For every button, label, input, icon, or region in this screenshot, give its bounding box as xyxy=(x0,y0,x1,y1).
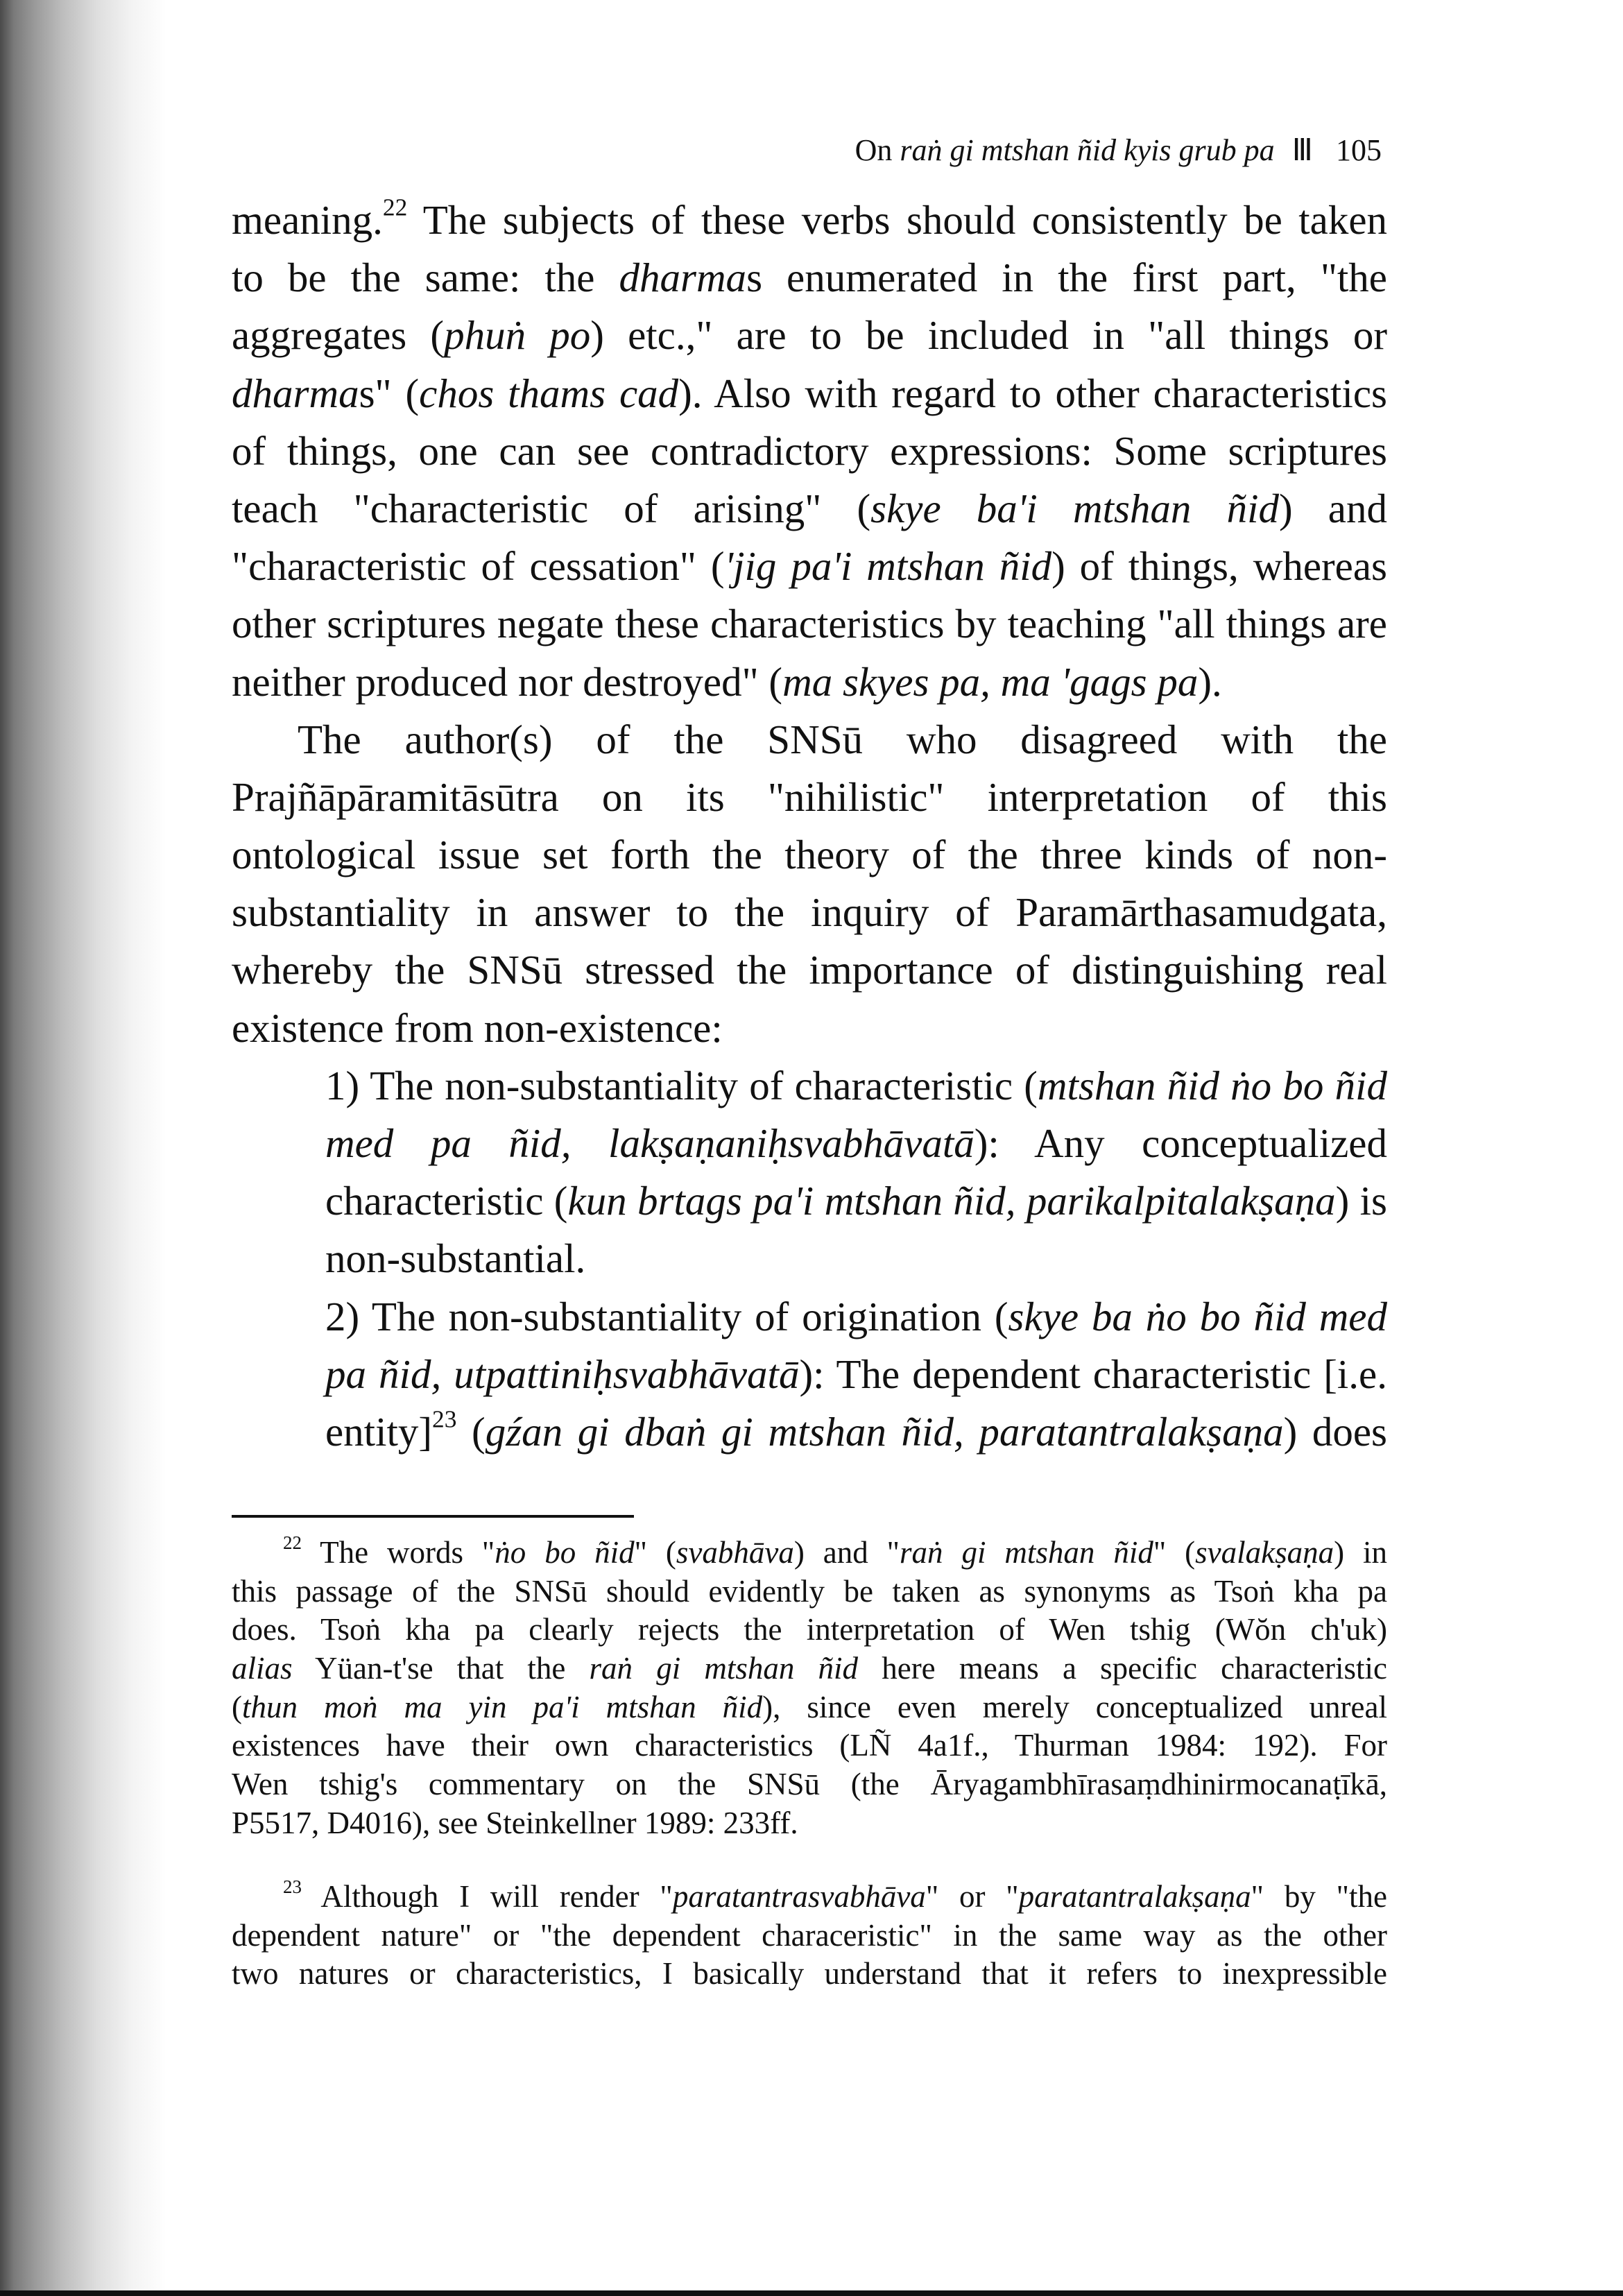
text-run: aggregates ( xyxy=(232,312,445,359)
italic-term: med pa ñid, lakṣaṇaniḥsvabhāvatā xyxy=(325,1120,974,1166)
text-run: non-substantial. xyxy=(325,1235,586,1282)
text-run: ontological issue set forth the theory of the three kinds of non- xyxy=(232,832,1387,878)
italic-term: svalakṣaṇa xyxy=(1195,1535,1334,1570)
text-line xyxy=(232,1172,1387,1230)
italic-term: alias xyxy=(232,1651,293,1686)
text-run: existences have their own characteristics (LÑ 4a1f., Thurman 1984: 192). For xyxy=(232,1728,1387,1763)
italic-term: raṅ gi mtshan ñid xyxy=(589,1651,859,1686)
text-line xyxy=(232,1688,1387,1727)
text-run: substantiality in answer to the inquiry of Paramārthasamudgata, xyxy=(232,889,1387,936)
text-run: to be the same: the xyxy=(232,255,619,301)
text-line xyxy=(232,1804,1387,1843)
text-line xyxy=(232,769,1387,826)
main-text xyxy=(232,191,1387,1461)
text-run: other scriptures negate these characteristics by teaching "all things are xyxy=(232,601,1387,647)
text-line xyxy=(232,249,1387,307)
italic-term: gźan gi dbaṅ gi mtshan ñid, paratantralakṣaṇa xyxy=(485,1408,1284,1455)
text-run: " ( xyxy=(634,1535,676,1570)
footnote-marker: 23 xyxy=(432,1405,457,1433)
text-run: neither produced nor destroyed" ( xyxy=(232,658,783,705)
text-run: ): Any conceptualized xyxy=(974,1120,1387,1166)
text-line xyxy=(232,1230,1387,1287)
text-line xyxy=(232,941,1387,999)
text-run: Prajñāpāramitāsūtra on its "nihilistic" interpretation of this xyxy=(232,773,1387,820)
running-head-part: Ⅲ xyxy=(1291,133,1313,167)
text-run: The words " xyxy=(302,1535,495,1570)
running-head xyxy=(855,130,1382,171)
text-line xyxy=(232,826,1387,884)
footnote-marker: 22 xyxy=(382,193,408,221)
text-run: ). Also with regard to other characteristics xyxy=(678,370,1387,416)
text-run: ) and " xyxy=(793,1535,900,1570)
footnote-marker: 23 xyxy=(283,1876,302,1897)
footnote-22 xyxy=(232,1534,1387,1843)
paragraph-2 xyxy=(232,711,1387,1057)
text-line xyxy=(232,365,1387,422)
text-run: 2) The non-substantiality of origination ( xyxy=(325,1293,1008,1339)
text-line xyxy=(232,1534,1387,1573)
text-line xyxy=(232,480,1387,538)
italic-term: chos thams cad xyxy=(419,370,679,416)
text-line xyxy=(232,307,1387,364)
italic-term: svabhāva xyxy=(676,1535,794,1570)
italic-term: dharma xyxy=(619,255,747,301)
text-run: ) and xyxy=(1279,485,1387,531)
text-run: characteristic ( xyxy=(325,1178,568,1224)
text-run: " ( xyxy=(1153,1535,1196,1570)
text-run: whereby the SNSū stressed the importance of distinguishing real xyxy=(232,947,1387,993)
footnote-marker: 22 xyxy=(283,1532,302,1553)
text-line xyxy=(232,595,1387,653)
text-line xyxy=(232,1057,1387,1115)
list-item-1 xyxy=(232,1057,1387,1288)
text-line xyxy=(232,653,1387,711)
list-item-2 xyxy=(232,1288,1387,1462)
running-head-prefix: On xyxy=(855,133,893,167)
text-run: s enumerated in the first part, "the xyxy=(746,255,1387,301)
text-line xyxy=(232,422,1387,480)
text-run: meaning. xyxy=(232,197,383,243)
italic-term: paratantrasvabhāva xyxy=(672,1879,926,1914)
text-run: ). xyxy=(1198,658,1222,705)
text-line xyxy=(232,1000,1387,1057)
text-run: P5517, D4016), see Steinkellner 1989: 233ff. xyxy=(232,1805,798,1840)
text-run: this passage of the SNSū should evidently be taken as synonyms as Tsoṅ kha pa xyxy=(232,1573,1387,1609)
text-run: " by "the xyxy=(1251,1879,1387,1914)
text-line xyxy=(232,1955,1387,1994)
text-run: The subjects of these verbs should consistently be taken xyxy=(407,197,1387,243)
italic-term: dharma xyxy=(232,370,359,416)
italic-term: skye ba ṅo bo ñid med xyxy=(1008,1293,1387,1339)
text-run: does. Tsoṅ kha pa clearly rejects the interpretation of Wen tshig (Wŏn ch'uk) xyxy=(232,1612,1387,1647)
text-run: ) does xyxy=(1283,1408,1388,1455)
text-run: ) in xyxy=(1334,1535,1388,1570)
text-run: existence from non-existence: xyxy=(232,1004,723,1051)
italic-term: thun moṅ ma yin pa'i mtshan ñid xyxy=(242,1689,763,1724)
text-run: here means a specific characteristic xyxy=(858,1651,1388,1686)
text-line xyxy=(232,884,1387,941)
text-line xyxy=(232,1115,1387,1172)
italic-term: phuṅ po xyxy=(444,312,591,359)
page-bottom-edge xyxy=(0,2290,1623,2296)
italic-term: ṅo bo ñid xyxy=(495,1535,635,1570)
text-run: The author(s) of the SNSū who disagreed with the xyxy=(298,716,1387,762)
text-run: Yüan-t'se that the xyxy=(292,1651,590,1686)
italic-term: paratantralakṣaṇa xyxy=(1018,1879,1251,1914)
text-run: ): The dependent characteristic [i.e. xyxy=(799,1351,1387,1397)
running-head-title: raṅ gi mtshan ñid kyis grub pa xyxy=(900,133,1275,167)
italic-term: kun brtags pa'i mtshan ñid, parikalpitalakṣaṇa xyxy=(567,1178,1336,1224)
text-line xyxy=(232,1727,1387,1765)
text-run: teach "characteristic of arising" ( xyxy=(232,485,871,531)
text-run: ) of things, whereas xyxy=(1051,543,1387,590)
text-line xyxy=(232,711,1387,769)
text-run: " or " xyxy=(925,1879,1019,1914)
italic-term: skye ba'i mtshan ñid xyxy=(870,485,1279,531)
text-run: ( xyxy=(456,1408,486,1455)
text-run: of things, one can see contradictory expressions: Some scriptures xyxy=(232,427,1387,474)
page-number: 105 xyxy=(1336,133,1382,167)
italic-term: ma skyes pa, ma 'gags pa xyxy=(782,658,1199,705)
footnote-separator xyxy=(232,1515,634,1518)
italic-term: raṅ gi mtshan ñid xyxy=(900,1535,1153,1570)
text-run: entity] xyxy=(325,1408,433,1455)
text-run: ( xyxy=(232,1689,242,1724)
text-line xyxy=(232,1917,1387,1955)
text-line xyxy=(232,1573,1387,1611)
text-line xyxy=(232,1403,1387,1461)
text-run: Although I will render " xyxy=(302,1879,673,1914)
paragraph-1 xyxy=(232,191,1387,711)
text-run: "characteristic of cessation" ( xyxy=(232,543,725,590)
text-line xyxy=(232,1878,1387,1917)
text-line xyxy=(232,1765,1387,1804)
text-run: two natures or characteristics, I basically understand that it refers to inexpressible xyxy=(232,1956,1387,1991)
italic-term: pa ñid, utpattiniḥsvabhāvatā xyxy=(325,1351,800,1397)
text-run: ) etc.," are to be included in "all things or xyxy=(590,312,1387,359)
text-run: dependent nature" or "the dependent characeristic" in the same way as the other xyxy=(232,1917,1387,1953)
italic-term: 'jig pa'i mtshan ñid xyxy=(724,543,1052,590)
footnote-23 xyxy=(232,1878,1387,1994)
book-binding-shadow xyxy=(0,0,166,2296)
text-line xyxy=(232,1346,1387,1403)
text-line xyxy=(232,1611,1387,1650)
text-line xyxy=(232,538,1387,595)
text-line xyxy=(232,191,1387,249)
text-run: s" ( xyxy=(359,370,420,416)
text-line xyxy=(232,1650,1387,1688)
text-line xyxy=(232,1288,1387,1346)
text-run: ) is xyxy=(1335,1178,1388,1224)
italic-term: mtshan ñid ṅo bo ñid xyxy=(1037,1062,1387,1108)
text-run: Wen tshig's commentary on the SNSū (the Āryagambhīrasaṃdhinirmocanaṭīkā, xyxy=(232,1767,1387,1802)
text-run: 1) The non-substantiality of characteristic ( xyxy=(325,1062,1038,1108)
text-run: ), since even merely conceptualized unreal xyxy=(762,1689,1387,1724)
